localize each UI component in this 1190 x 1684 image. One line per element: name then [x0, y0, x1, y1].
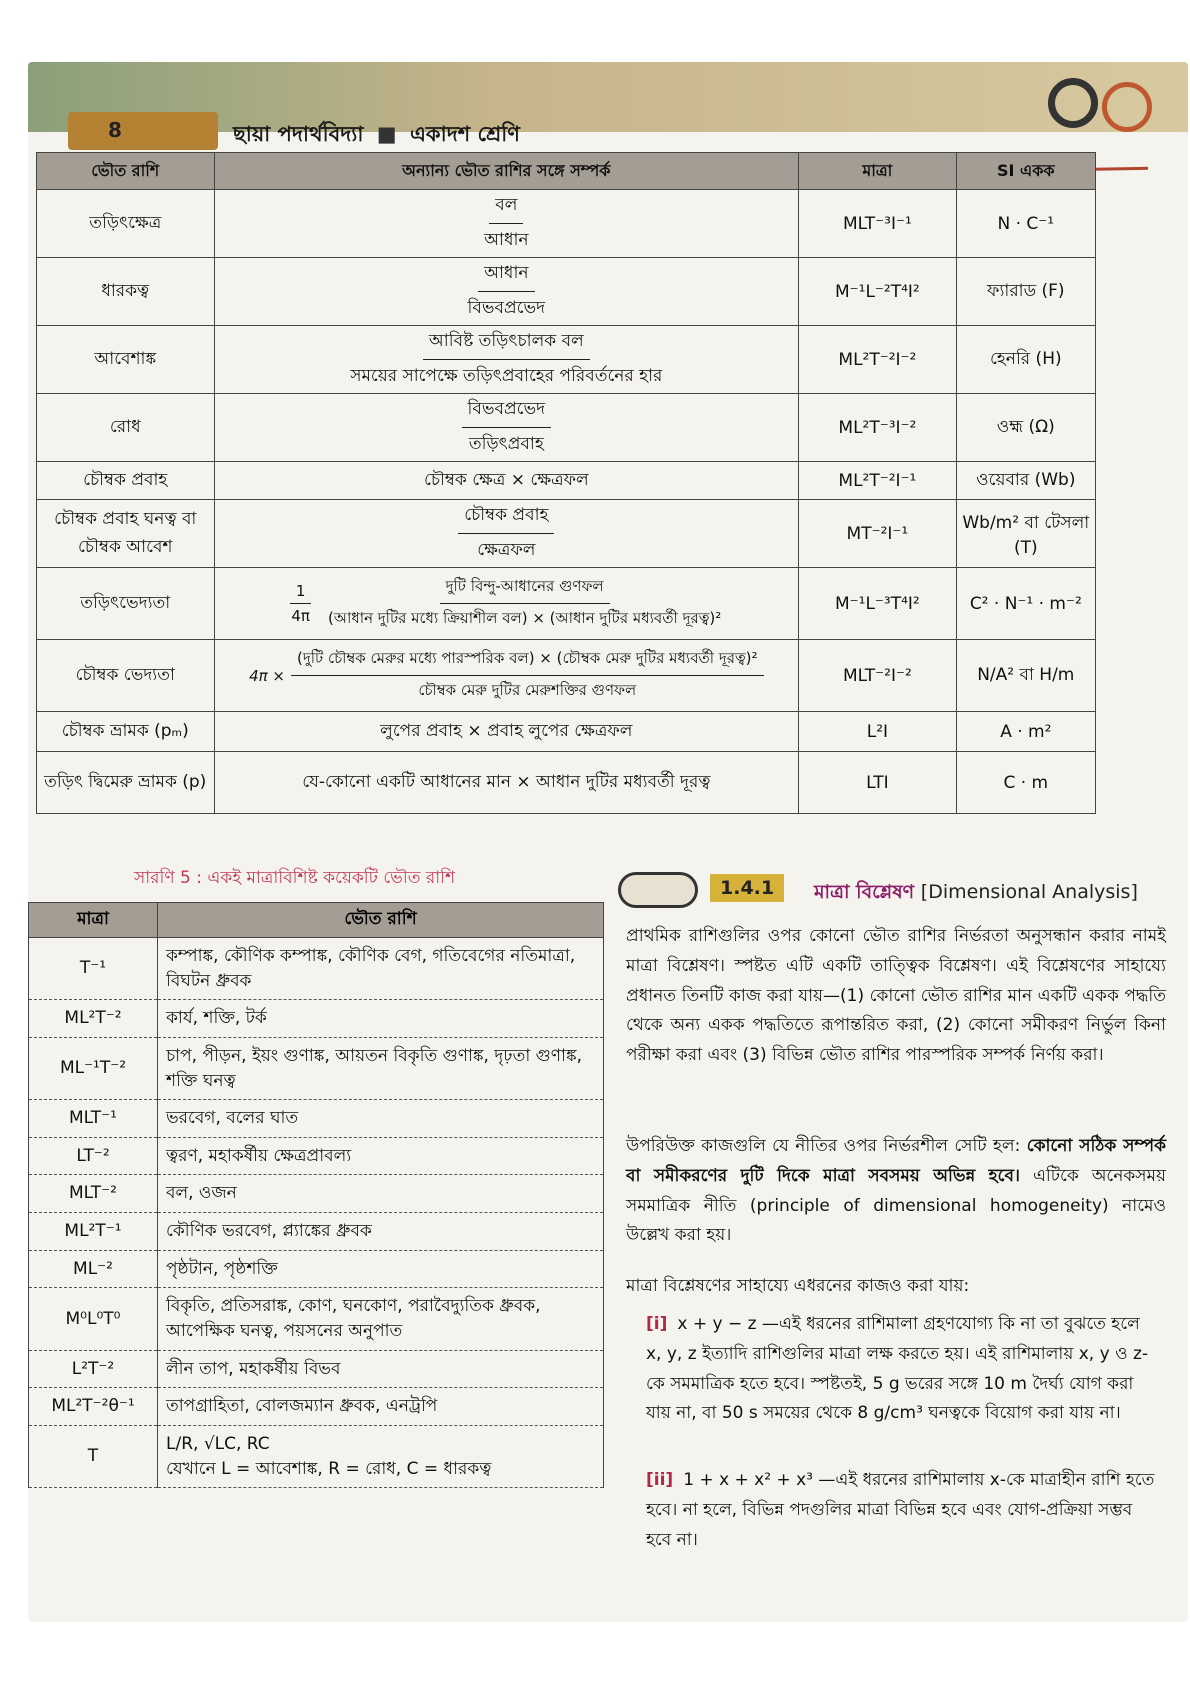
- si-unit-cell: Wb/m² বা টেসলা (T): [956, 500, 1095, 568]
- quantity-cell: চৌম্বক প্রবাহ ঘনত্ব বা চৌম্বক আবেশ: [37, 500, 215, 568]
- dimension-cell: T⁻¹: [29, 938, 158, 1000]
- quantity-cell: আবেশাঙ্ক: [37, 326, 215, 394]
- fraction: [291, 647, 764, 704]
- relation-cell: [214, 500, 799, 568]
- dimension-cell: MT⁻²I⁻¹: [799, 500, 956, 568]
- paragraph: [626, 1132, 1166, 1251]
- denominator: আধান: [484, 230, 529, 250]
- header-separator: ■: [376, 122, 397, 146]
- relation-cell: লুপের প্রবাহ × প্রবাহ লুপের ক্ষেত্রফল: [214, 712, 799, 752]
- dimension-cell: M⁻¹L⁻³T⁴I²: [799, 568, 956, 640]
- quantities-cell: কম্পাঙ্ক, কৌণিক কম্পাঙ্ক, কৌণিক বেগ, গতিবেগের নতিমাত্রা, বিঘটন ধ্রুবক: [158, 938, 604, 1000]
- quantities-cell: কৌণিক ভরবেগ, প্ল্যাঙ্কের ধ্রুবক: [158, 1213, 604, 1251]
- table-row: [37, 752, 1096, 814]
- quantity-cell: তড়িৎক্ষেত্র: [37, 190, 215, 258]
- section-title-en: [Dimensional Analysis]: [920, 881, 1138, 903]
- quantities-cell: চাপ, পীড়ন, ইয়ং গুণাঙ্ক, আয়তন বিকৃতি গুণাঙ্ক, দৃঢ়তা গুণাঙ্ক, শক্তি ঘনত্ব: [158, 1037, 604, 1099]
- table-row: [29, 1100, 604, 1138]
- denominator: বিভবপ্রভেদ: [467, 298, 546, 318]
- relation-cell: [214, 568, 799, 640]
- same-dimension-table: [28, 902, 604, 1488]
- dimension-cell: ML²T⁻²I⁻²: [799, 326, 956, 394]
- quantity-cell: রোধ: [37, 394, 215, 462]
- numerator: আবিষ্ট তড়িৎচালক বল: [423, 328, 590, 360]
- gear-icon: [618, 872, 698, 908]
- section-number: 1.4.1: [710, 874, 784, 902]
- table-row: [29, 1000, 604, 1038]
- numerator: বিভবপ্রভেদ: [462, 396, 552, 428]
- quantity-relation-table: [36, 152, 1096, 814]
- table-row: [29, 1213, 604, 1251]
- section-heading: [618, 872, 1138, 908]
- subject-name: পদার্থবিদ্যা: [277, 122, 364, 146]
- quantities-cell: বিকৃতি, প্রতিসরাঙ্ক, কোণ, ঘনকোণ, পরাবৈদ্যুতিক ধ্রুবক, আপেক্ষিক ঘনত্ব, পয়সনের অনুপাত: [158, 1288, 604, 1350]
- si-unit-cell: ওয়েবার (Wb): [956, 462, 1095, 500]
- section-title-bn: মাত্রা বিশ্লেষণ: [814, 881, 915, 903]
- quantities-cell: লীন তাপ, মহাকর্ষীয় বিভব: [158, 1350, 604, 1388]
- denominator: তড়িৎপ্রবাহ: [468, 434, 544, 454]
- table-row: [29, 1175, 604, 1213]
- dimension-cell: MLT⁻²: [29, 1175, 158, 1213]
- numerator: দুটি বিন্দু-আধানের গুণফল: [440, 575, 610, 604]
- numerator: বল: [489, 192, 523, 224]
- dimension-cell: MLT⁻¹: [29, 1100, 158, 1138]
- table-row: [37, 568, 1096, 640]
- relation-cell: [214, 394, 799, 462]
- dimension-cell: MLT⁻³I⁻¹: [799, 190, 956, 258]
- relation-cell: [214, 640, 799, 712]
- col-quantities: ভৌত রাশি: [158, 903, 604, 938]
- fraction: [462, 396, 552, 459]
- prefix-fraction: [285, 582, 316, 625]
- fraction: [478, 192, 534, 255]
- fraction: [462, 260, 552, 323]
- quantity-cell: তড়িৎ দ্বিমেরু ভ্রামক (p): [37, 752, 215, 814]
- dimension-cell: LT⁻²: [29, 1137, 158, 1175]
- dimension-cell: ML⁻²: [29, 1250, 158, 1288]
- si-unit-cell: C · m: [956, 752, 1095, 814]
- prefix: 4π ×: [249, 666, 286, 685]
- dimension-cell: ML⁻¹T⁻²: [29, 1037, 158, 1099]
- quantities-cell: তাপগ্রাহিতা, বোলজম্যান ধ্রুবক, এনট্রপি: [158, 1388, 604, 1426]
- running-header: [233, 118, 520, 153]
- paragraph: মাত্রা বিশ্লেষণের সাহায্যে এধরনের কাজও করা যায়:: [626, 1276, 970, 1296]
- table-row: [29, 1350, 604, 1388]
- paragraph-tail: এটিকে অনেকসময় সমমাত্রিক নীতি (principle of dimensional homogeneity) নামেও উল্লেখ করা হয়।: [626, 1165, 1166, 1246]
- table-row: [29, 938, 604, 1000]
- col-quantity: ভৌত রাশি: [37, 153, 215, 190]
- dimension-cell: ML²T⁻²: [29, 1000, 158, 1038]
- quantities-cell: ভরবেগ, বলের ঘাত: [158, 1100, 604, 1138]
- page-number: 8: [108, 118, 122, 142]
- list-text: 1 + x + x² + x³ —এই ধরনের রাশিমালায় x-কে মাত্রাহীন রাশি হতে হবে। না হলে, বিভিন্ন পদগুলির মাত্রা বিভিন্ন হবে এবং যোগ-প্রক্রিয়া সম্ভব হবে না।: [646, 1470, 1155, 1550]
- si-unit-cell: N/A² বা H/m: [956, 640, 1095, 712]
- quantity-cell: ধারকত্ব: [37, 258, 215, 326]
- relation-cell: [214, 326, 799, 394]
- table-row: [37, 258, 1096, 326]
- numerator: আধান: [478, 260, 534, 292]
- table-caption: সারণি 5 : একই মাত্রাবিশিষ্ট কয়েকটি ভৌত রাশি: [134, 868, 456, 888]
- table-row: [29, 1288, 604, 1350]
- si-unit-cell: ওহ্ম (Ω): [956, 394, 1095, 462]
- list-item: [646, 1310, 1156, 1429]
- list-text: x + y − z —এই ধরনের রাশিমালা গ্রহণযোগ্য কি না তা বুঝতে হলে x, y, z ইত্যাদি রাশিগুলির মাত্রা লক্ষ করতে হয়। এই রাশিমালায় x, y ও z-কে সমমাত্রিক হতে হবে। স্পষ্টতই, 5 g ভরের সঙ্গে 10 m দৈর্ঘ্য যোগ করা যায় না, বা 50 s সময়ের থেকে 8 g/cm³ ঘনত্বকে বিয়োগ করা যায় না।: [646, 1314, 1149, 1424]
- si-unit-cell: C² · N⁻¹ · m⁻²: [956, 568, 1095, 640]
- table-row: [29, 1137, 604, 1175]
- grade-name: একাদশ শ্রেণি: [409, 122, 520, 146]
- denominator: ক্ষেত্রফল: [477, 540, 536, 560]
- dimension-cell: MLT⁻²I⁻²: [799, 640, 956, 712]
- col-si-unit: SI একক: [956, 153, 1095, 190]
- gear-icon: [1048, 78, 1098, 128]
- paragraph-lead: উপরিউক্ত কাজগুলি যে নীতির ওপর নির্ভরশীল সেটি হল:: [626, 1136, 1027, 1156]
- col-dimension: মাত্রা: [29, 903, 158, 938]
- dimension-cell: LTI: [799, 752, 956, 814]
- table-row: [37, 712, 1096, 752]
- principle-statement: কোনো সঠিক সম্পর্ক বা সমীকরণের দুটি দিকে মাত্রা সবসময় অভিন্ন হবে।: [626, 1136, 1166, 1186]
- si-unit-cell: হেনরি (H): [956, 326, 1095, 394]
- quantity-cell: চৌম্বক প্রবাহ: [37, 462, 215, 500]
- table-row: [37, 640, 1096, 712]
- dimension-cell: L²T⁻²: [29, 1350, 158, 1388]
- fraction: [344, 328, 668, 391]
- col-relation: অন্যান্য ভৌত রাশির সঙ্গে সম্পর্ক: [214, 153, 799, 190]
- dimension-cell: ML²T⁻³I⁻²: [799, 394, 956, 462]
- dimension-cell: L²I: [799, 712, 956, 752]
- relation-cell: চৌম্বক ক্ষেত্র × ক্ষেত্রফল: [214, 462, 799, 500]
- list-item: [646, 1466, 1156, 1555]
- si-unit-cell: N · C⁻¹: [956, 190, 1095, 258]
- table-row: [37, 326, 1096, 394]
- book-name: ছায়া: [233, 122, 271, 146]
- quantities-text: L/R, √LC, RC: [166, 1433, 270, 1454]
- quantities-cell: কার্য, শক্তি, টর্ক: [158, 1000, 604, 1038]
- paragraph: প্রাথমিক রাশিগুলির ওপর কোনো ভৌত রাশির নির্ভরতা অনুসন্ধান করার নামই মাত্রা বিশ্লেষণ। স্পষ্টত এটি একটি তাত্ত্বিক বিশ্লেষণ। এই বিশ্লেষণের সাহায্যে প্রধানত তিনটি কাজ করা যায়—(1) কোনো ভৌত রাশির মান একটি একক পদ্ধতি থেকে অন্য একক পদ্ধতিতে রূপান্তরিত করা, (2) কোনো সমীকরণ নির্ভুল কিনা পরীক্ষা করা এবং (3) বিভিন্ন ভৌত রাশির পারস্পরিক সম্পর্ক নির্ণয় করা।: [626, 926, 1166, 1065]
- quantity-cell: তড়িৎভেদ্যতা: [37, 568, 215, 640]
- list-marker: [i]: [646, 1314, 668, 1334]
- relation-cell: [214, 190, 799, 258]
- table-row: [37, 190, 1096, 258]
- denominator: (আধান দুটির মধ্যে ক্রিয়াশীল বল) × (আধান দুটির মধ্যবর্তী দূরত্ব)²: [327, 609, 722, 627]
- list-marker: [ii]: [646, 1470, 674, 1490]
- footnote: যেখানে L = আবেশাঙ্ক, R = রোধ, C = ধারকত্ব: [166, 1458, 492, 1479]
- table-row: [37, 462, 1096, 500]
- quantities-cell: [158, 1425, 604, 1487]
- dimension-cell: ML²T⁻²I⁻¹: [799, 462, 956, 500]
- denominator: 4π: [291, 607, 310, 625]
- col-dimension: মাত্রা: [799, 153, 956, 190]
- fraction: [458, 502, 554, 565]
- denominator: চৌম্বক মেরু দুটির মেরুশক্তির গুণফল: [418, 681, 637, 699]
- logo-icon: [1102, 82, 1152, 132]
- numerator: চৌম্বক প্রবাহ: [458, 502, 554, 534]
- quantities-cell: বল, ওজন: [158, 1175, 604, 1213]
- quantities-cell: পৃষ্ঠটান, পৃষ্ঠশক্তি: [158, 1250, 604, 1288]
- page-number-tab: [68, 112, 218, 150]
- denominator: সময়ের সাপেক্ষে তড়িৎপ্রবাহের পরিবর্তনের হার: [350, 366, 663, 386]
- si-unit-cell: A · m²: [956, 712, 1095, 752]
- numerator: (দুটি চৌম্বক মেরুর মধ্যে পারস্পরিক বল) × (চৌম্বক মেরু দুটির মধ্যবর্তী দূরত্ব)²: [291, 647, 764, 676]
- fraction: [322, 575, 727, 632]
- quantities-cell: ত্বরণ, মহাকর্ষীয় ক্ষেত্রপ্রাবল্য: [158, 1137, 604, 1175]
- si-unit-cell: ফ্যারাড (F): [956, 258, 1095, 326]
- relation-cell: [214, 258, 799, 326]
- table-row: [29, 1425, 604, 1487]
- section-title: [814, 878, 1138, 910]
- table-row: [29, 1388, 604, 1426]
- table-row: [37, 500, 1096, 568]
- numerator: 1: [290, 582, 312, 604]
- table-row: [29, 1250, 604, 1288]
- dimension-cell: ML²T⁻²θ⁻¹: [29, 1388, 158, 1426]
- dimension-cell: ML²T⁻¹: [29, 1213, 158, 1251]
- dimension-cell: M⁰L⁰T⁰: [29, 1288, 158, 1350]
- dimension-cell: T: [29, 1425, 158, 1487]
- relation-cell: যে-কোনো একটি আধানের মান × আধান দুটির মধ্যবর্তী দূরত্ব: [214, 752, 799, 814]
- quantity-cell: চৌম্বক ভ্রামক (pₘ): [37, 712, 215, 752]
- table-row: [37, 394, 1096, 462]
- quantity-cell: চৌম্বক ভেদ্যতা: [37, 640, 215, 712]
- table-row: [29, 1037, 604, 1099]
- dimension-cell: M⁻¹L⁻²T⁴I²: [799, 258, 956, 326]
